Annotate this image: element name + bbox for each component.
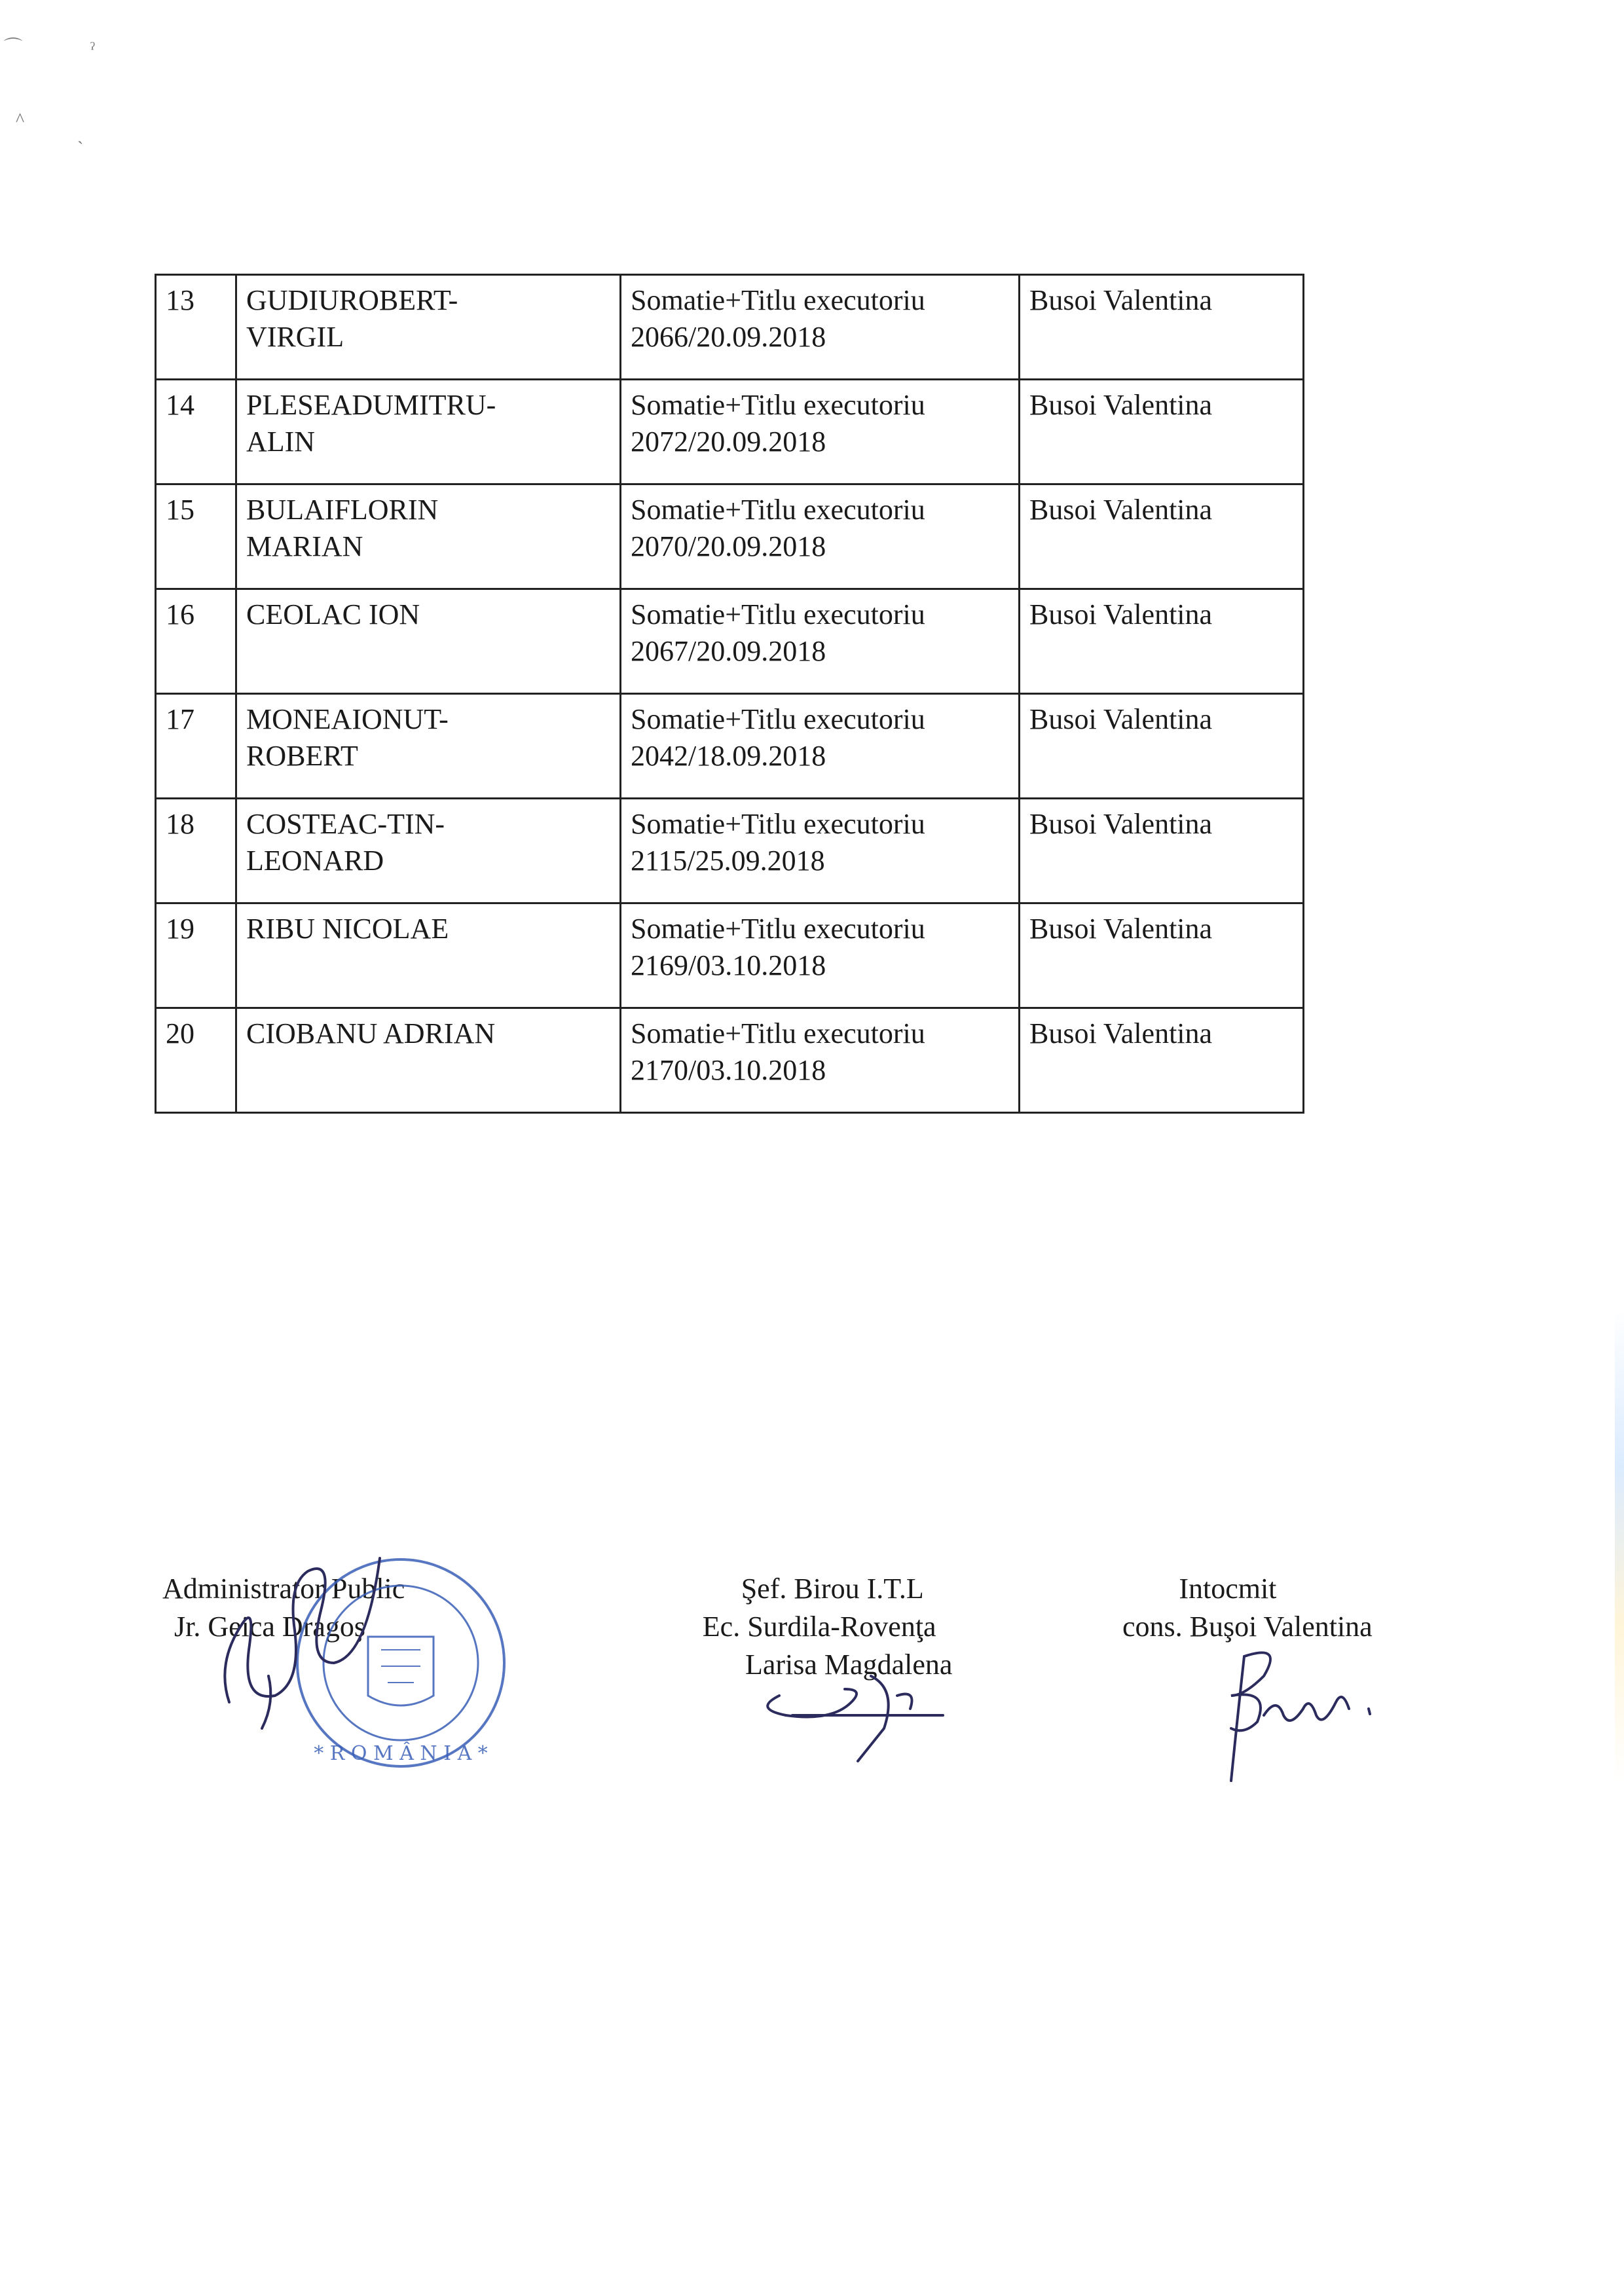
- row-number: 13: [156, 275, 236, 380]
- row-number: 15: [156, 484, 236, 589]
- debtor-name-continuation: ROBERT: [246, 740, 358, 772]
- responsible-person: Busoi Valentina: [1020, 799, 1304, 903]
- scan-mark: ˀ: [90, 39, 95, 60]
- responsible-person: Busoi Valentina: [1020, 1008, 1304, 1113]
- table-row: [156, 275, 1304, 380]
- debtor-given-name: DUMITRU-: [352, 389, 496, 421]
- debtor-surname: RIBU NICOLAE: [246, 913, 449, 945]
- table-row: [156, 589, 1304, 694]
- row-number: 14: [156, 380, 236, 484]
- responsible-person: Busoi Valentina: [1020, 380, 1304, 484]
- debtor-given-name: C-TIN-: [358, 808, 445, 840]
- document-reference: 2067/20.09.2018: [631, 635, 826, 667]
- scan-mark: ⌒: [4, 37, 23, 58]
- document-type: Somatie+Titlu executoriu: [631, 808, 925, 840]
- debtor-given-name: IONUT-: [352, 703, 449, 735]
- scan-mark: ^: [16, 110, 25, 130]
- debtor-name: [236, 484, 621, 589]
- chief-title: Şef. Birou I.T.L: [741, 1573, 924, 1605]
- debtor-surname: GUDIU: [246, 284, 339, 316]
- debtor-name: [236, 903, 621, 1008]
- author-title: Intocmit: [1179, 1573, 1277, 1605]
- document: [621, 484, 1020, 589]
- document: [621, 380, 1020, 484]
- document-type: Somatie+Titlu executoriu: [631, 284, 925, 316]
- debtor-surname: BULAI: [246, 494, 335, 526]
- debtor-name: [236, 589, 621, 694]
- responsible-person: Busoi Valentina: [1020, 694, 1304, 799]
- debtor-given-name: FLORIN: [334, 494, 439, 526]
- scan-edge: [1615, 1309, 1624, 1781]
- debtor-name-continuation: ALIN: [246, 426, 316, 458]
- table-row: [156, 1008, 1304, 1113]
- table-row: [156, 380, 1304, 484]
- debtor-name-continuation: VIRGIL: [246, 321, 344, 353]
- row-number: 16: [156, 589, 236, 694]
- debtor-name: [236, 694, 621, 799]
- debtor-surname: CEOLAC ION: [246, 598, 420, 630]
- chief-name-line1: Ec. Surdila-Rovenţa: [702, 1611, 936, 1643]
- admin-name: Jr. Geica Dragoș: [174, 1611, 366, 1643]
- document-type: Somatie+Titlu executoriu: [631, 703, 925, 735]
- responsible-person: Busoi Valentina: [1020, 484, 1304, 589]
- table-row: [156, 694, 1304, 799]
- debtor-name: [236, 380, 621, 484]
- document-reference: 2115/25.09.2018: [631, 845, 825, 877]
- document-type: Somatie+Titlu executoriu: [631, 389, 925, 421]
- document-reference: 2072/20.09.2018: [631, 426, 826, 458]
- document-type: Somatie+Titlu executoriu: [631, 494, 925, 526]
- debtor-name-continuation: LEONARD: [246, 845, 384, 877]
- svg-text:* R O M Â N I A *: * R O M Â N I A *: [314, 1742, 488, 1765]
- responsible-person: Busoi Valentina: [1020, 589, 1304, 694]
- document-type: Somatie+Titlu executoriu: [631, 598, 925, 630]
- table-row: [156, 903, 1304, 1008]
- admin-title: Administrator Public: [162, 1573, 405, 1605]
- debtor-surname: COSTEA: [246, 808, 359, 840]
- table-row: [156, 484, 1304, 589]
- debtor-name: [236, 1008, 621, 1113]
- document-reference: 2170/03.10.2018: [631, 1054, 826, 1086]
- debtor-surname: MONEA: [246, 703, 352, 735]
- records-table: [155, 274, 1304, 1114]
- document-reference: 2070/20.09.2018: [631, 530, 826, 562]
- chief-signature-scribble: [753, 1650, 950, 1781]
- debtor-surname: CIOBANU ADRIAN: [246, 1017, 496, 1049]
- row-number: 19: [156, 903, 236, 1008]
- author-signature-block: [1122, 1570, 1373, 1646]
- debtor-name-continuation: MARIAN: [246, 530, 363, 562]
- document: [621, 903, 1020, 1008]
- scan-mark: ˎ: [77, 124, 84, 145]
- author-name: cons. Buşoi Valentina: [1122, 1611, 1373, 1643]
- responsible-person: Busoi Valentina: [1020, 275, 1304, 380]
- document-reference: 2066/20.09.2018: [631, 321, 826, 353]
- document-reference: 2169/03.10.2018: [631, 949, 826, 981]
- table-row: [156, 799, 1304, 903]
- debtor-name: [236, 799, 621, 903]
- chief-name-line2: Larisa Magdalena: [745, 1649, 953, 1681]
- document: [621, 1008, 1020, 1113]
- responsible-person: Busoi Valentina: [1020, 903, 1304, 1008]
- document-type: Somatie+Titlu executoriu: [631, 1017, 925, 1049]
- debtor-surname: PLESEA: [246, 389, 352, 421]
- document-reference: 2042/18.09.2018: [631, 740, 826, 772]
- debtor-given-name: ROBERT-: [339, 284, 458, 316]
- document: [621, 275, 1020, 380]
- document-type: Somatie+Titlu executoriu: [631, 913, 925, 945]
- document: [621, 799, 1020, 903]
- document: [621, 589, 1020, 694]
- admin-signature-scribble: [203, 1532, 413, 1768]
- row-number: 20: [156, 1008, 236, 1113]
- debtor-name: [236, 275, 621, 380]
- author-signature-scribble: [1192, 1637, 1388, 1787]
- row-number: 18: [156, 799, 236, 903]
- row-number: 17: [156, 694, 236, 799]
- document: [621, 694, 1020, 799]
